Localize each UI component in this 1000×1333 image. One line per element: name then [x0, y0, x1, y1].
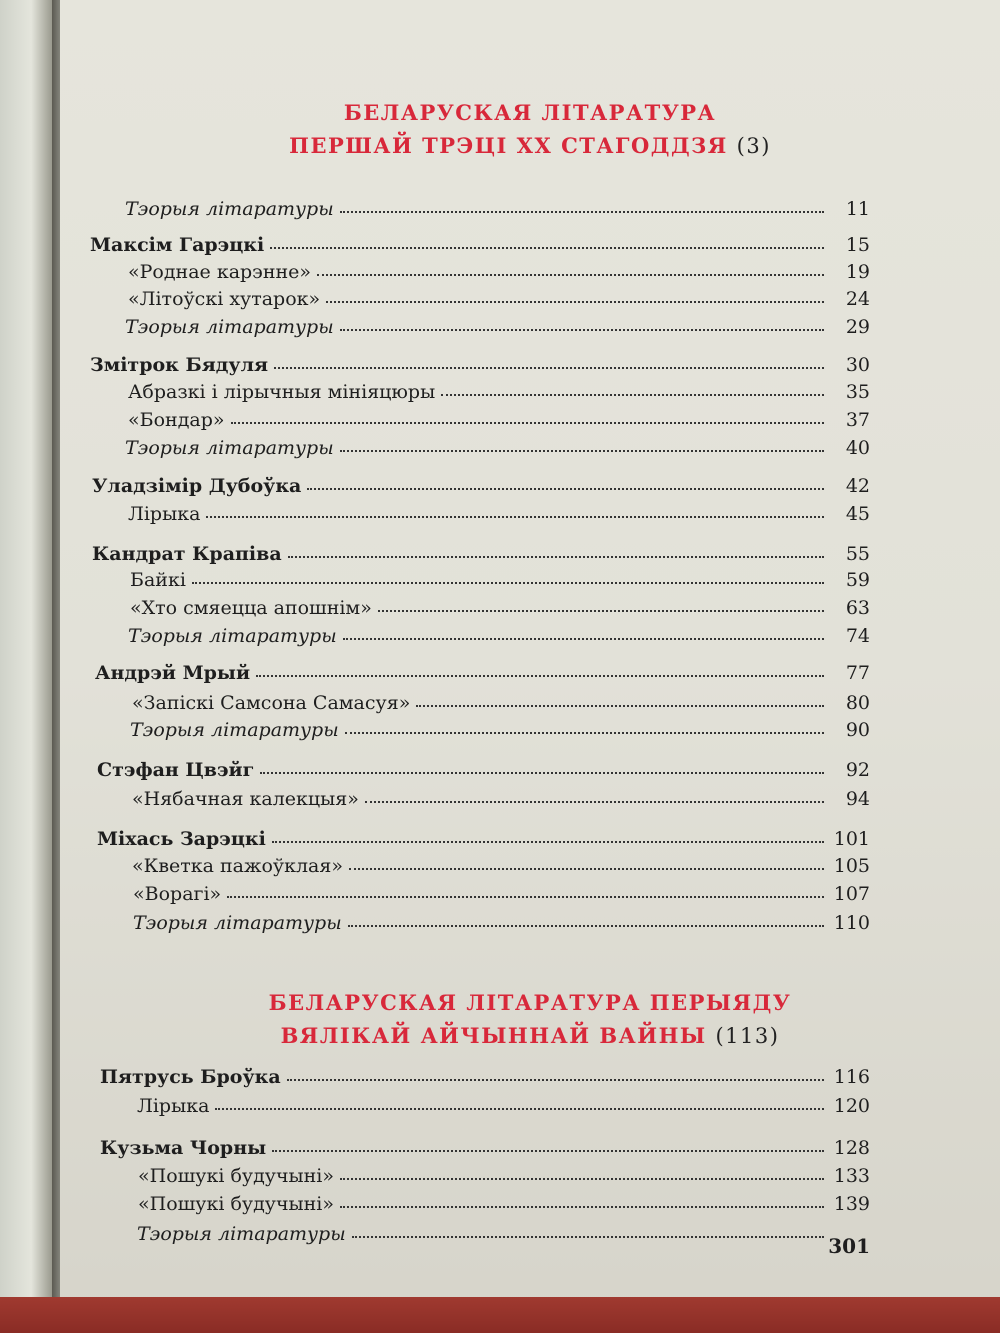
dot-leader	[340, 1163, 824, 1180]
dot-leader	[326, 286, 824, 303]
toc-entry-title: Байкі	[130, 569, 186, 591]
toc-entry-title: Лірыка	[128, 503, 201, 525]
toc-entry	[128, 259, 870, 285]
toc-entry-page: 120	[833, 1095, 870, 1117]
toc-entry-page: 105	[833, 855, 870, 877]
toc-entry-page: 80	[845, 692, 870, 714]
dot-leader	[274, 352, 824, 369]
toc-entry-page: 37	[845, 409, 870, 431]
toc-entry-page: 94	[845, 788, 870, 810]
toc-entry-title: Максім Гарэцкі	[90, 234, 265, 256]
toc-entry	[92, 541, 870, 567]
section-heading-line	[60, 1023, 1000, 1048]
toc-entry-title: «Пошукі будучыні»	[138, 1193, 335, 1215]
toc-entry-title: Тэорыя літаратуры	[133, 912, 342, 934]
toc-entry-page: 42	[845, 475, 870, 497]
dot-leader	[272, 826, 824, 843]
dot-leader	[192, 567, 824, 584]
toc-entry-title: «Бондар»	[128, 409, 225, 431]
section-heading-line: БЕЛАРУСКАЯ ЛІТАРАТУРА	[343, 100, 717, 125]
toc-entry-page: 59	[845, 569, 870, 591]
toc-entry-title: Тэорыя літаратуры	[125, 437, 334, 459]
toc-entry	[128, 623, 870, 649]
dot-leader	[441, 379, 824, 396]
toc-entry-title: Міхась Зарэцкі	[97, 828, 266, 850]
dot-leader	[256, 660, 824, 677]
toc-entry-page: 101	[833, 828, 870, 850]
dot-leader	[287, 1064, 824, 1081]
toc-entry	[95, 660, 870, 686]
toc-entry-page: 24	[845, 288, 870, 310]
toc-entry-title: Кузьма Чорны	[100, 1137, 267, 1159]
dot-leader	[288, 541, 824, 558]
dot-leader	[227, 881, 824, 898]
toc-entry-title: «Кветка пажоўклая»	[132, 855, 343, 877]
toc-entry-page: 29	[845, 316, 870, 338]
toc-entry	[125, 435, 870, 461]
toc-entry-page: 128	[833, 1137, 870, 1159]
toc-entry-page: 63	[845, 597, 870, 619]
toc-entry	[130, 567, 870, 593]
section-heading-1	[60, 100, 1000, 158]
toc-entry-title: «Хто смяецца апошнім»	[130, 597, 372, 619]
dot-leader	[272, 1135, 824, 1152]
dot-leader	[270, 232, 824, 249]
toc-entry-page: 11	[845, 198, 870, 220]
toc-entry-page: 77	[845, 662, 870, 684]
dot-leader	[260, 757, 824, 774]
section-heading-2	[60, 990, 1000, 1048]
dot-leader	[340, 314, 824, 331]
toc-entry	[97, 826, 870, 852]
section-page-ref: (113)	[715, 1024, 780, 1048]
toc-entry-page: 110	[833, 912, 870, 934]
toc-entry-page: 107	[833, 883, 870, 905]
toc-entry-page: 15	[845, 234, 870, 256]
dot-leader	[348, 910, 824, 927]
toc-entry-title: Андрэй Мрый	[95, 662, 251, 684]
toc-entry	[132, 853, 870, 879]
section-heading-text: ПЕРШАЙ ТРЭЦІ XX СТАГОДДЗЯ	[289, 133, 728, 158]
toc-entry	[132, 786, 870, 812]
toc-entry	[133, 881, 870, 907]
dot-leader	[340, 1191, 824, 1208]
section-page-ref: (3)	[736, 134, 771, 158]
toc-entry-title: Тэорыя літаратуры	[128, 625, 337, 647]
section-heading-line	[60, 133, 1000, 158]
toc-entry-title: Лірыка	[137, 1095, 210, 1117]
toc-entry	[128, 501, 870, 527]
toc-entry	[130, 595, 870, 621]
toc-entry	[90, 352, 870, 378]
toc-entry-title: «Роднае карэнне»	[128, 261, 312, 283]
toc-entry	[92, 473, 870, 499]
toc-entry-page: 133	[833, 1165, 870, 1187]
dot-leader	[206, 501, 824, 518]
toc-entry-title: Пятрусь Броўка	[100, 1066, 281, 1088]
toc-entry	[100, 1135, 870, 1161]
dot-leader	[317, 259, 824, 276]
toc-entry-page: 30	[845, 354, 870, 376]
toc-entry	[138, 1191, 870, 1217]
toc-entry	[137, 1093, 870, 1119]
toc-entry-title: Тэорыя літаратуры	[130, 719, 339, 741]
toc-entry-title: Кандрат Крапіва	[92, 543, 282, 565]
toc-entry	[133, 910, 870, 936]
toc-entry	[125, 196, 870, 222]
toc-entry-page: 40	[845, 437, 870, 459]
toc-entry-title: Тэорыя літаратуры	[125, 198, 334, 220]
toc-entry-title: «Запіскі Самсона Самасуя»	[132, 692, 411, 714]
toc-entry	[100, 1064, 870, 1090]
dot-leader	[215, 1093, 824, 1110]
dot-leader	[340, 196, 824, 213]
toc-entry-page: 90	[845, 719, 870, 741]
toc-entry	[137, 1221, 870, 1247]
toc-entry-title: Змітрок Бядуля	[90, 354, 269, 376]
toc-entry-title: Тэорыя літаратуры	[137, 1223, 346, 1245]
toc-entry	[128, 407, 870, 433]
toc-entry-page: 19	[845, 261, 870, 283]
left-page-edge	[0, 0, 52, 1333]
toc-entry	[128, 286, 870, 312]
toc-entry	[128, 379, 870, 405]
page-number: 301	[828, 1234, 870, 1258]
toc-entry-title: Абразкі і лірычныя мініяцюры	[128, 381, 436, 403]
dot-leader	[345, 717, 824, 734]
toc-entry	[90, 232, 870, 258]
toc-entry	[138, 1163, 870, 1189]
dot-leader	[378, 595, 824, 612]
dot-leader	[231, 407, 824, 424]
toc-entry-page: 35	[845, 381, 870, 403]
dot-leader	[349, 853, 824, 870]
section-heading-text: ВЯЛІКАЙ АЙЧЫННАЙ ВАЙНЫ	[280, 1023, 707, 1048]
dot-leader	[307, 473, 824, 490]
toc-entry-page: 139	[833, 1193, 870, 1215]
toc-entry-title: Уладзімір Дубоўка	[92, 475, 302, 497]
toc-entry-title: Стэфан Цвэйг	[97, 759, 255, 781]
dot-leader	[352, 1221, 824, 1238]
toc-entry	[130, 717, 870, 743]
toc-entry-title: «Ворагі»	[133, 883, 222, 905]
toc-entry-page: 92	[845, 759, 870, 781]
toc-entry-page: 55	[845, 543, 870, 565]
section-heading-line: БЕЛАРУСКАЯ ЛІТАРАТУРА ПЕРЫЯДУ	[268, 990, 792, 1015]
toc-entry-title: «Літоўскі хутарок»	[128, 288, 321, 310]
toc-entry	[125, 314, 870, 340]
toc-entry	[132, 690, 870, 716]
book-cover-edge	[0, 1297, 1000, 1333]
toc-entry-page: 45	[845, 503, 870, 525]
toc-entry-title: «Нябачная калекцыя»	[132, 788, 359, 810]
dot-leader	[343, 623, 824, 640]
dot-leader	[365, 786, 824, 803]
toc-entry-page: 116	[833, 1066, 870, 1088]
dot-leader	[416, 690, 824, 707]
toc-entry-title: Тэорыя літаратуры	[125, 316, 334, 338]
toc-entry	[97, 757, 870, 783]
toc-entry-title: «Пошукі будучыні»	[138, 1165, 335, 1187]
toc-entry-page: 74	[845, 625, 870, 647]
dot-leader	[340, 435, 824, 452]
